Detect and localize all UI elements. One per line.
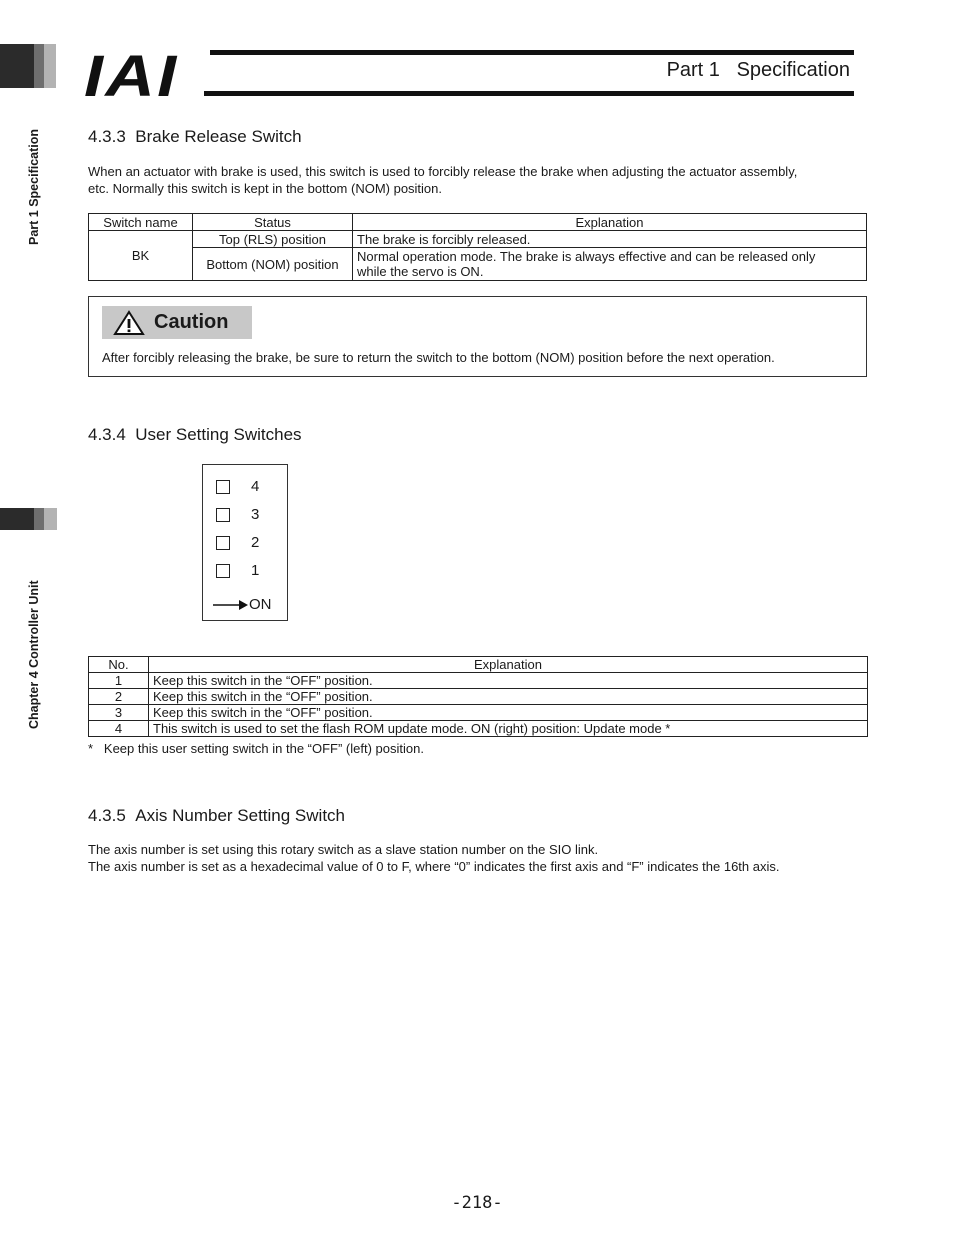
col-explanation: Explanation (353, 214, 867, 231)
table-header-row (89, 657, 868, 673)
side-tab-chapter-light (44, 508, 57, 530)
table-row (89, 705, 868, 721)
explanation-line1: Normal operation mode. The brake is always effective and can be released only (357, 249, 816, 264)
brake-paragraph-line1: When an actuator with brake is used, this switch is used to forcibly release the brake when adjusting the actuator assembly, (88, 164, 798, 179)
arrow-right-icon (213, 599, 249, 611)
dip-switch-box (216, 536, 230, 550)
heading-user-setting-switches: 4.3.4 User Setting Switches (88, 425, 302, 444)
user-switch-table (88, 656, 868, 737)
dip-switch-2 (216, 534, 259, 551)
heading-axis-number-setting-switch: 4.3.5 Axis Number Setting Switch (88, 806, 346, 825)
explanation-cell: This switch is used to set the flash ROM update mode. ON (right) position: Update mode * (149, 721, 868, 737)
side-tab-chapter (0, 508, 34, 530)
no-cell: 2 (89, 689, 149, 705)
header-title: Part 1 Specification (666, 59, 850, 81)
switch-name-cell: BK (89, 231, 193, 281)
dip-switch-box (216, 564, 230, 578)
dip-switch-3 (216, 506, 259, 523)
caution-label-box (102, 306, 252, 339)
no-cell: 3 (89, 705, 149, 721)
warning-triangle-icon (113, 310, 145, 336)
brake-paragraph (88, 164, 868, 197)
dip-switch-4 (216, 478, 259, 495)
side-tab-part-light (44, 44, 56, 88)
col-status: Status (193, 214, 353, 231)
side-label-part: Part 1 Specification (27, 128, 41, 245)
table-row (89, 248, 867, 281)
dip-switch-label: 2 (251, 534, 260, 551)
no-cell: 4 (89, 721, 149, 737)
brake-switch-table (88, 213, 867, 281)
dip-switch-box (216, 508, 230, 522)
explanation-cell (353, 248, 867, 281)
axis-paragraph-line2: The axis number is set as a hexadecimal value of 0 to F, where “0” indicates the first axis and “F” indicates the 16th axis. (88, 858, 780, 874)
table-row (89, 721, 868, 737)
explanation-cell: Keep this switch in the “OFF” position. (149, 689, 868, 705)
caution-text: After forcibly releasing the brake, be sure to return the switch to the bottom (NOM) position before the next operation. (102, 350, 775, 365)
dip-switch-label: 4 (251, 478, 260, 495)
col-explanation: Explanation (149, 657, 868, 673)
footnote: * Keep this user setting switch in the “OFF” (left) position. (88, 741, 424, 756)
col-no: No. (89, 657, 149, 673)
status-cell: Top (RLS) position (193, 231, 353, 248)
dip-switch-box (216, 480, 230, 494)
side-label-chapter: Chapter 4 Controller Unit (27, 580, 41, 729)
brake-paragraph-line2: etc. Normally this switch is kept in the bottom (NOM) position. (88, 180, 443, 196)
header-rule-bottom (204, 91, 854, 96)
table-header-row (89, 214, 867, 231)
dip-on-indicator (213, 596, 272, 613)
axis-paragraph (88, 842, 888, 875)
dip-switch-1 (216, 562, 259, 579)
dip-switch-label: 3 (251, 506, 260, 523)
side-tab-part-shade (34, 44, 44, 88)
explanation-cell: Keep this switch in the “OFF” position. (149, 705, 868, 721)
table-row (89, 689, 868, 705)
dip-switch-diagram (202, 464, 288, 621)
explanation-cell: The brake is forcibly released. (353, 231, 867, 248)
caution-label: Caution (154, 311, 229, 333)
header-rule-top (210, 50, 854, 55)
side-tab-part (0, 44, 34, 88)
page-number: -218- (451, 1193, 503, 1213)
heading-brake-release-switch: 4.3.3 Brake Release Switch (88, 127, 302, 146)
table-row (89, 231, 867, 248)
table-row (89, 673, 868, 689)
dip-on-label: ON (249, 596, 272, 613)
no-cell: 1 (89, 673, 149, 689)
col-switch-name: Switch name (89, 214, 193, 231)
iai-logo: IAI (84, 44, 179, 109)
status-cell: Bottom (NOM) position (193, 248, 353, 281)
explanation-cell: Keep this switch in the “OFF” position. (149, 673, 868, 689)
side-tab-chapter-shade (34, 508, 44, 530)
caution-box (88, 296, 867, 377)
dip-switch-label: 1 (251, 562, 260, 579)
explanation-line2: while the servo is ON. (357, 264, 484, 279)
axis-paragraph-line1: The axis number is set using this rotary switch as a slave station number on the SIO link. (88, 842, 599, 857)
